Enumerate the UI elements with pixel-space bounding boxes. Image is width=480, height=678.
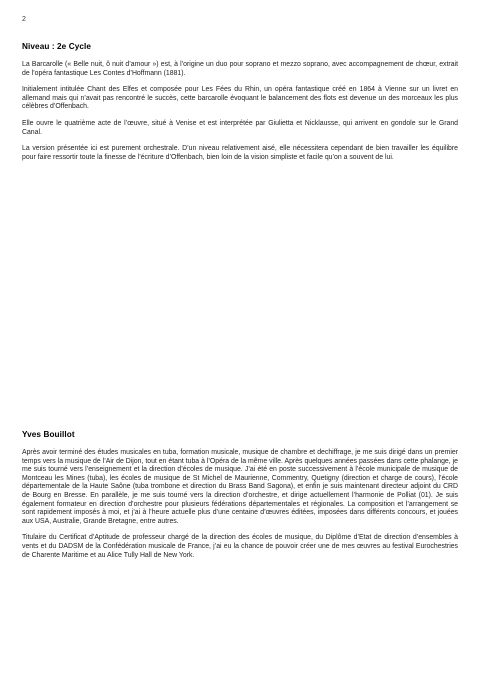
paragraph: Elle ouvre le quatrième acte de l’œuvre, situé à Venise et est interprétée par Giulietta et Nicklausse, qui arrivent en gondole sur le Grand Canal. [22, 119, 458, 136]
paragraph: La Barcarolle (« Belle nuit, ô nuit d’amour ») est, à l’origine un duo pour soprano et mezzo soprano, avec accompagnement de chœur, extrait de l’opéra fantastique Les Contes d’Hoffmann (1881). [22, 61, 458, 77]
paragraph: La version présentée ici est purement orchestrale. D’un niveau relativement aisé, elle nécessitera cependant de bien travailler les équilibre pour faire ressortir toute la finesse de l’écriture d’Offenbach, bien loin de la vision simpliste et facile qu’on a souvent de lui. [22, 145, 458, 161]
page-number: 2 [22, 16, 26, 23]
paragraph: Initialement intitulée Chant des Elfes et composée pour Les Fées du Rhin, un opéra fantastique créé en 1864 à Vienne sur un livret en allemand mais qui n’avait pas rencontré le succès, cette barcarolle évoquant le balancement des flots est devenue un des morceaux les plus célèbres d’Offenbach. [22, 86, 458, 111]
section-level [22, 42, 458, 170]
section-author [22, 430, 458, 568]
section-heading: Yves Bouillot [22, 430, 75, 439]
paragraph: Après avoir terminé des études musicales en tuba, formation musicale, musique de chambre et dechiffrage, je me suis dirigé dans un premier temps vers la musique de l’Air de Dijon, tout en étant tuba à l’Opéra de la même ville. Après quelques années passées dans cette phalange, je me suis tourné vers l’enseignement et la direction d’écoles de musique. J’ai été en poste successivement à l’école municipale de musique de Montceau les Mines (tuba), les écoles de musique de St Michel de Maurienne, Commentry, Quetigny (direction et charge de cours), l’école départementale de la Haute Saône (tuba trombone et direction du Brass Band Sagona), et enfin je suis maintenant directeur adjoint du CRD de Bourg en Bresse. En parallèle, je me suis tourné vers la direction d’orchestre, et dirige actuellement l’harmonie de Polliat (01). Je suis également formateur en direction d’orchestre pour plusieurs fédérations départementales et régionales. La composition et l’arrangement se sont rapidement imposés à moi, et j’ai à l’heure actuelle plus d’une centaine d’œuvres éditées, imposées dans différents concours, et jouées aux USA, Australie, Grande Bretagne, entre autres. [22, 449, 458, 525]
paragraph: Titulaire du Certificat d’Aptitude de professeur chargé de la direction des écoles de musique, du Diplôme d’Etat de direction d’ensembles à vents et du DADSM de la Confédération musicale de France, j’ai eu la chance de pouvoir créer une de mes œuvres au festival Eurochestries de Charente Maritime et au Alice Tully Hall de New York. [22, 534, 458, 559]
section-heading: Niveau : 2e Cycle [22, 42, 92, 51]
